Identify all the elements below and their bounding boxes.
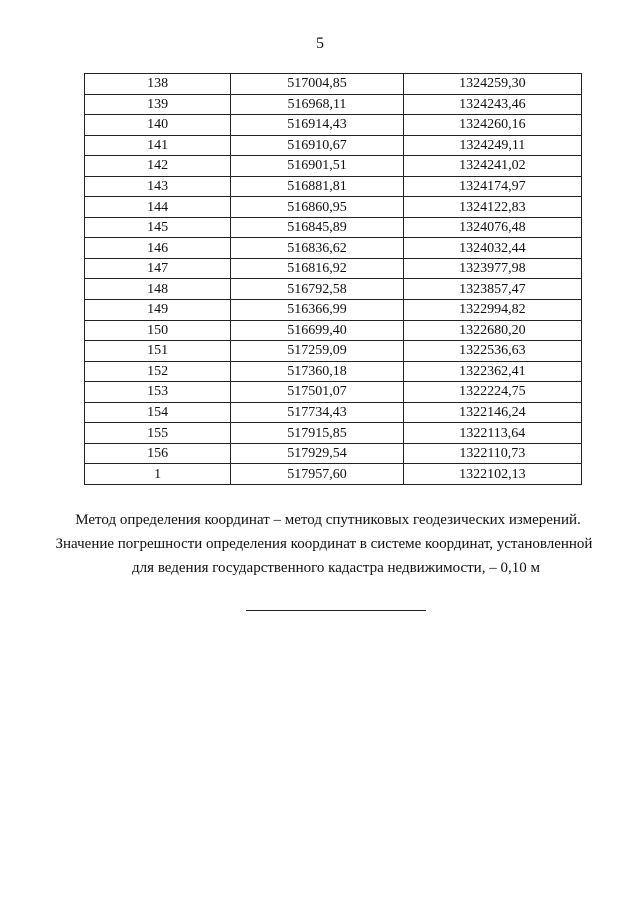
x-coordinate-cell: 517004,85 — [231, 74, 403, 95]
coordinates-table — [84, 73, 582, 485]
table-row — [85, 217, 582, 238]
x-coordinate-cell: 516968,11 — [231, 94, 403, 115]
table-row — [85, 382, 582, 403]
y-coordinate-cell: 1323977,98 — [403, 258, 581, 279]
point-number-cell: 145 — [85, 217, 231, 238]
y-coordinate-cell: 1322146,24 — [403, 402, 581, 423]
table-row — [85, 402, 582, 423]
table-row — [85, 135, 582, 156]
y-coordinate-cell: 1324122,83 — [403, 197, 581, 218]
point-number-cell: 146 — [85, 238, 231, 259]
table-row — [85, 115, 582, 136]
table-row — [85, 279, 582, 300]
x-coordinate-cell: 516845,89 — [231, 217, 403, 238]
x-coordinate-cell: 516836,62 — [231, 238, 403, 259]
x-coordinate-cell: 517734,43 — [231, 402, 403, 423]
y-coordinate-cell: 1322102,13 — [403, 464, 581, 485]
point-number-cell: 141 — [85, 135, 231, 156]
point-number-cell: 154 — [85, 402, 231, 423]
x-coordinate-cell: 516699,40 — [231, 320, 403, 341]
x-coordinate-cell: 517915,85 — [231, 423, 403, 444]
x-coordinate-cell: 516881,81 — [231, 176, 403, 197]
y-coordinate-cell: 1324032,44 — [403, 238, 581, 259]
y-coordinate-cell: 1323857,47 — [403, 279, 581, 300]
point-number-cell: 156 — [85, 443, 231, 464]
x-coordinate-cell: 516792,58 — [231, 279, 403, 300]
table-row — [85, 94, 582, 115]
y-coordinate-cell: 1324260,16 — [403, 115, 581, 136]
point-number-cell: 138 — [85, 74, 231, 95]
table-row — [85, 423, 582, 444]
x-coordinate-cell: 517360,18 — [231, 361, 403, 382]
y-coordinate-cell: 1322994,82 — [403, 300, 581, 321]
table-row — [85, 300, 582, 321]
x-coordinate-cell: 516910,67 — [231, 135, 403, 156]
point-number-cell: 150 — [85, 320, 231, 341]
x-coordinate-cell: 516901,51 — [231, 156, 403, 177]
page-number: 5 — [316, 35, 324, 52]
y-coordinate-cell: 1324174,97 — [403, 176, 581, 197]
point-number-cell: 152 — [85, 361, 231, 382]
coordinates-table-body — [85, 74, 582, 485]
point-number-cell: 151 — [85, 341, 231, 362]
method-note: Метод определения координат – метод спутниковых геодезических измерений. — [75, 512, 581, 528]
point-number-cell: 153 — [85, 382, 231, 403]
x-coordinate-cell: 516914,43 — [231, 115, 403, 136]
table-row — [85, 156, 582, 177]
table-row — [85, 361, 582, 382]
point-number-cell: 155 — [85, 423, 231, 444]
x-coordinate-cell: 516816,92 — [231, 258, 403, 279]
point-number-cell: 147 — [85, 258, 231, 279]
point-number-cell: 140 — [85, 115, 231, 136]
x-coordinate-cell: 517957,60 — [231, 464, 403, 485]
y-coordinate-cell: 1322362,41 — [403, 361, 581, 382]
x-coordinate-cell: 517501,07 — [231, 382, 403, 403]
x-coordinate-cell: 517259,09 — [231, 341, 403, 362]
point-number-cell: 143 — [85, 176, 231, 197]
accuracy-note-line-1: Значение погрешности определения координат в системе координат, установленной — [55, 536, 593, 552]
x-coordinate-cell: 516860,95 — [231, 197, 403, 218]
y-coordinate-cell: 1322110,73 — [403, 443, 581, 464]
point-number-cell: 148 — [85, 279, 231, 300]
x-coordinate-cell: 517929,54 — [231, 443, 403, 464]
y-coordinate-cell: 1322680,20 — [403, 320, 581, 341]
table-row — [85, 464, 582, 485]
point-number-cell: 142 — [85, 156, 231, 177]
y-coordinate-cell: 1322224,75 — [403, 382, 581, 403]
table-row — [85, 258, 582, 279]
table-row — [85, 341, 582, 362]
separator-line — [246, 610, 426, 611]
y-coordinate-cell: 1324243,46 — [403, 94, 581, 115]
point-number-cell: 1 — [85, 464, 231, 485]
y-coordinate-cell: 1324076,48 — [403, 217, 581, 238]
y-coordinate-cell: 1324249,11 — [403, 135, 581, 156]
accuracy-note-line-2: для ведения государственного кадастра недвижимости, – 0,10 м — [132, 560, 540, 576]
table-row — [85, 197, 582, 218]
point-number-cell: 144 — [85, 197, 231, 218]
table-row — [85, 74, 582, 95]
y-coordinate-cell: 1324259,30 — [403, 74, 581, 95]
point-number-cell: 139 — [85, 94, 231, 115]
y-coordinate-cell: 1322536,63 — [403, 341, 581, 362]
x-coordinate-cell: 516366,99 — [231, 300, 403, 321]
table-row — [85, 443, 582, 464]
table-row — [85, 320, 582, 341]
y-coordinate-cell: 1324241,02 — [403, 156, 581, 177]
point-number-cell: 149 — [85, 300, 231, 321]
y-coordinate-cell: 1322113,64 — [403, 423, 581, 444]
table-row — [85, 176, 582, 197]
table-row — [85, 238, 582, 259]
